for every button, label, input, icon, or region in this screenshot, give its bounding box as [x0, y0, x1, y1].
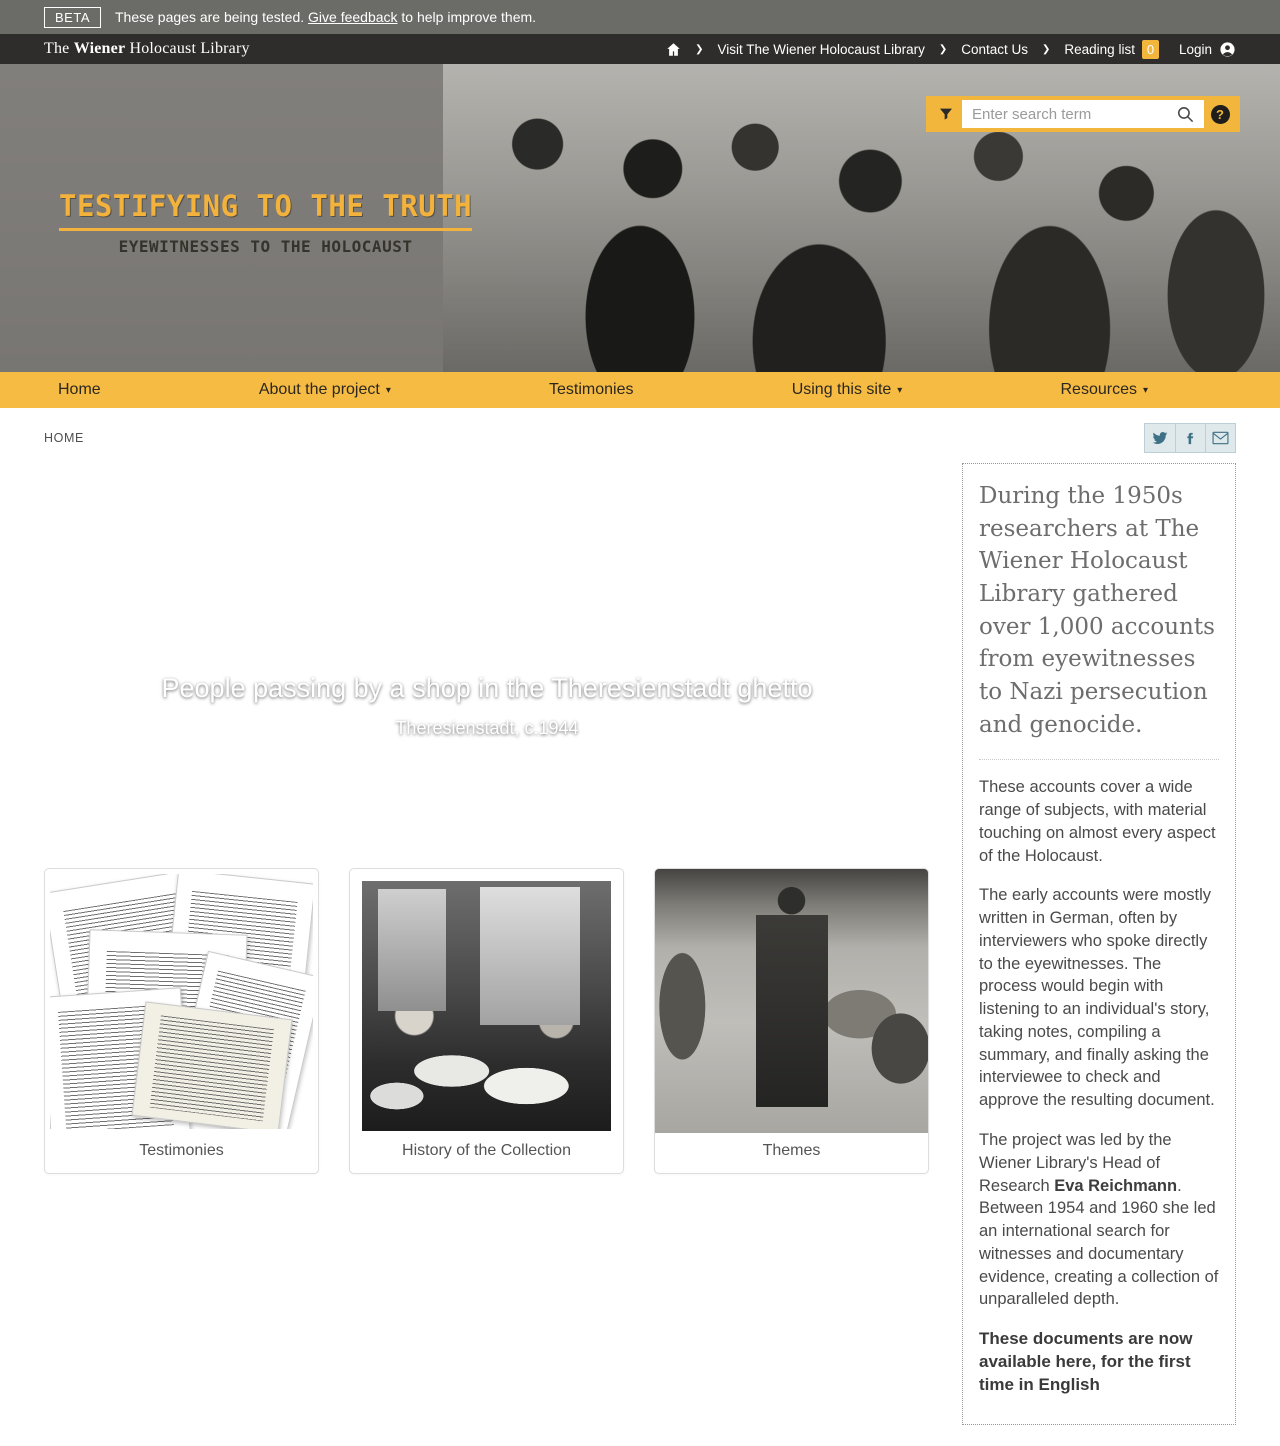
share-twitter-button[interactable] — [1145, 424, 1175, 452]
search-input[interactable] — [962, 100, 1166, 128]
p3-after: . Between 1954 and 1960 she led an international search for witnesses and documentary evidence, creating a collection of unparalleled depth. — [979, 1176, 1219, 1309]
chevron-right-icon: ❯ — [1042, 43, 1051, 55]
sidebar-divider — [979, 759, 1219, 760]
carousel-dot-2[interactable] — [452, 757, 463, 768]
visit-library-link[interactable]: Visit The Wiener Holocaust Library — [717, 41, 925, 57]
nav-label: About the project — [258, 381, 380, 398]
carousel-subcaption: Theresienstadt, c.1944 — [395, 718, 579, 739]
caret-down-icon: ▾ — [1142, 384, 1148, 396]
nav-item-using-this-site[interactable] — [792, 381, 903, 399]
card-history-of-the-collection[interactable] — [349, 868, 624, 1174]
sidebar-paragraph — [979, 1129, 1219, 1311]
header-nav — [666, 40, 1236, 59]
card-label: Themes — [762, 1142, 821, 1159]
search-widget — [926, 96, 1240, 132]
search-button[interactable] — [1166, 100, 1204, 128]
site-title-the: The — [44, 40, 70, 57]
chevron-right-icon: ❯ — [695, 43, 704, 55]
filter-funnel-icon — [938, 106, 954, 122]
help-button[interactable] — [1204, 100, 1236, 128]
reading-list-link[interactable] — [1064, 40, 1159, 59]
sidebar-paragraph: The early accounts were mostly written in German, often by interviewers who spoke directly to the eyewitnesses. The process would begin with listening to an individual's story, taking notes, compiling a summary, and finally asking the interviewee to check and approve the resulting document. — [979, 886, 1215, 1110]
site-project-subtitle: EYEWITNESSES TO THE HOLOCAUST — [118, 237, 413, 256]
share-facebook-button[interactable] — [1175, 424, 1205, 452]
login-label: Login — [1178, 41, 1212, 57]
share-email-button[interactable] — [1205, 424, 1235, 452]
facebook-icon — [1183, 431, 1198, 446]
beta-text-before: These pages are being tested. — [115, 9, 309, 25]
main-row — [44, 463, 1236, 1425]
nav-item-home[interactable] — [58, 381, 101, 399]
sidebar-paragraph: These accounts cover a wide range of subjects, with material touching on almost every aspect of the Holocaust. — [979, 778, 1216, 865]
sidebar-closing-text: These documents are now available here, for the first time in English — [979, 1329, 1193, 1394]
twitter-icon — [1152, 430, 1168, 446]
search-icon — [1176, 105, 1195, 124]
history-photo — [362, 881, 611, 1131]
home-icon-glyph — [666, 42, 681, 57]
beta-message — [115, 9, 536, 25]
card-label: History of the Collection — [402, 1142, 571, 1159]
card-testimonies[interactable] — [44, 868, 319, 1174]
nav-item-testimonies[interactable] — [549, 381, 633, 399]
filter-button[interactable] — [930, 100, 962, 128]
caret-down-icon: ▾ — [385, 384, 391, 396]
card-row — [44, 868, 930, 1174]
sidebar-intro-text: During the 1950s researchers at The Wiener Holocaust Library gathered over 1,000 accounts from eyewitnesses to Nazi persecution and genocide. — [979, 483, 1215, 738]
carousel-caption-block — [44, 673, 930, 768]
contact-us-link[interactable]: Contact Us — [961, 41, 1029, 57]
user-icon — [1219, 41, 1236, 58]
nav-label: Resources — [1060, 381, 1137, 398]
p3-before: The project was led by the Wiener Library's Head of Research — [979, 1130, 1172, 1195]
caret-down-icon: ▾ — [897, 384, 903, 396]
help-icon: ? — [1211, 105, 1230, 124]
left-column — [44, 463, 930, 1174]
carousel-caption: People passing by a shop in the Theresienstadt ghetto — [161, 673, 813, 703]
hero-title-block — [59, 189, 472, 256]
breadcrumb: HOME — [44, 431, 84, 445]
carousel-dot-6[interactable] — [532, 757, 543, 768]
reading-list-count-badge: 0 — [1142, 40, 1159, 59]
home-icon[interactable] — [666, 42, 681, 57]
nav-item-about-the-project[interactable] — [259, 381, 391, 399]
intro-sidebar — [962, 463, 1236, 1425]
login-link[interactable] — [1179, 41, 1236, 58]
card-label: Testimonies — [139, 1142, 224, 1159]
themes-photo — [655, 869, 928, 1133]
nav-label: Testimonies — [549, 381, 634, 398]
paper — [132, 1001, 293, 1129]
beta-bar — [0, 0, 1280, 34]
search-group — [962, 100, 1204, 128]
breadcrumb-row — [44, 422, 1236, 454]
site-title-link[interactable] — [44, 40, 250, 58]
reading-list-label: Reading list — [1064, 41, 1135, 57]
main-nav — [0, 372, 1280, 408]
share-box — [1144, 423, 1236, 453]
site-project-title: TESTIFYING TO THE TRUTH — [59, 189, 472, 231]
page-content — [44, 422, 1236, 1425]
hero-carousel[interactable] — [44, 463, 930, 824]
chevron-right-icon: ❯ — [938, 43, 948, 55]
carousel-dot-5[interactable] — [512, 757, 523, 768]
carousel-dot-1[interactable] — [432, 757, 443, 768]
beta-badge: BETA — [44, 7, 101, 28]
card-themes[interactable] — [654, 868, 929, 1174]
nav-label: Home — [58, 381, 101, 398]
site-header — [0, 34, 1280, 64]
beta-text-after: to help improve them. — [397, 9, 537, 25]
nav-item-resources[interactable] — [1060, 381, 1148, 399]
give-feedback-link[interactable]: Give feedback — [308, 9, 398, 25]
carousel-dots — [44, 757, 930, 768]
nav-label: Using this site — [791, 381, 892, 398]
documents-collage-image — [50, 874, 313, 1129]
carousel-dot-3[interactable] — [472, 757, 483, 768]
site-title-wiener: Wiener — [73, 40, 126, 57]
site-title-rest: Holocaust Library — [129, 40, 250, 57]
p3-eva-reichmann: Eva Reichmann — [1054, 1176, 1178, 1195]
hero-banner — [0, 64, 1280, 372]
carousel-dot-4[interactable] — [492, 757, 503, 768]
envelope-icon — [1212, 431, 1229, 445]
